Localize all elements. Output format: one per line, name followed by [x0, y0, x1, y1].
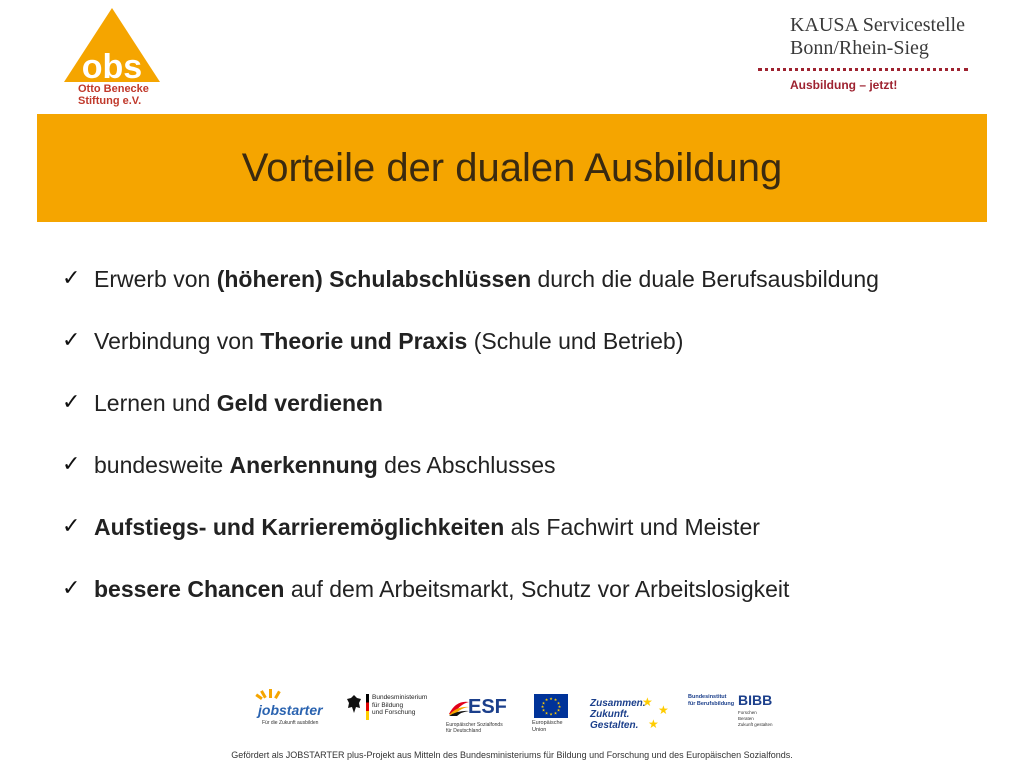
- svg-text:★: ★: [553, 697, 558, 703]
- zusammen-line2: Zukunft.: [590, 709, 630, 720]
- svg-text:★: ★: [549, 696, 553, 701]
- kausa-title-line1: KAUSA Servicestelle: [790, 14, 965, 36]
- bmbf-line3: und Forschung: [372, 709, 416, 716]
- bmbf-line1: Bundesministerium: [372, 694, 428, 701]
- bullet-item: [62, 512, 942, 542]
- kausa-header: [790, 14, 1010, 92]
- bullet-item: [62, 388, 942, 418]
- esf-sub: [446, 722, 526, 734]
- esf-sub-line2: für Deutschland: [446, 728, 482, 734]
- check-icon: ✓: [62, 328, 81, 353]
- obs-caption-line2: Stiftung e.V.: [78, 95, 142, 107]
- slide-title: Vorteile der dualen Ausbildung: [241, 145, 783, 190]
- svg-text:★: ★: [541, 700, 546, 706]
- check-icon: ✓: [62, 266, 81, 291]
- jobstarter-logo: [250, 688, 330, 736]
- svg-text:★: ★: [648, 717, 659, 731]
- bullet-item: [62, 326, 942, 356]
- obs-caption-line1: Otto Benecke: [78, 83, 149, 95]
- bullet-text-bold: bessere Chancen: [94, 576, 285, 602]
- check-icon: ✓: [62, 514, 81, 539]
- esf-logo: [446, 688, 520, 736]
- eu-line1: Europäische: [532, 720, 563, 726]
- federal-eagle-icon: [346, 694, 362, 714]
- bullet-text-bold: (höheren) Schulabschlüssen: [216, 266, 532, 292]
- zusammen-line1: Zusammen.: [590, 698, 646, 709]
- bullet-list: [62, 264, 942, 636]
- eu-logo: [532, 688, 574, 736]
- bullet-text: Lernen und: [94, 390, 217, 416]
- german-flag-bar: [366, 694, 369, 720]
- obs-logo-letters: obs: [81, 48, 143, 86]
- bullet-item: [62, 450, 942, 480]
- esf-swoosh-icon: [448, 698, 470, 716]
- eu-sub: [532, 720, 563, 733]
- kausa-tagline: Ausbildung – jetzt!: [790, 78, 898, 92]
- svg-text:★: ★: [541, 707, 546, 713]
- bibb-wordmark: BIBB: [738, 692, 773, 708]
- bullet-text: des Abschlusses: [377, 452, 556, 478]
- kausa-dotted-divider: [758, 68, 968, 74]
- bibb-list2: Beraten: [738, 716, 754, 721]
- bibb-text: [688, 694, 734, 707]
- obs-caption: [78, 83, 149, 107]
- esf-sub-line1: Europäischer Sozialfonds: [446, 722, 503, 728]
- svg-text:★: ★: [557, 704, 562, 709]
- bibb-list1: Forschen: [738, 710, 757, 715]
- bullet-item: [62, 574, 942, 604]
- kausa-title-line2: Bonn/Rhein-Sieg: [790, 37, 929, 59]
- eu-flag-icon: [534, 694, 568, 718]
- bibb-line2: für Berufsbildung: [688, 700, 735, 707]
- bibb-list: [738, 710, 773, 728]
- obs-triangle-icon: [56, 6, 176, 86]
- zusammen-line3: Gestalten.: [590, 720, 639, 731]
- eu-line2: Union: [532, 726, 547, 733]
- svg-text:★: ★: [658, 703, 669, 717]
- bullet-text-bold: Aufstiegs- und Karrieremöglichkeiten: [94, 514, 505, 540]
- jobstarter-name: jobstarter: [258, 702, 323, 718]
- bmbf-logo: [342, 688, 426, 736]
- svg-text:★: ★: [540, 704, 545, 709]
- title-banner: [37, 114, 987, 222]
- kausa-title: [790, 14, 1010, 60]
- bmbf-text: [372, 694, 427, 717]
- bullet-text: bundesweite: [94, 452, 230, 478]
- bibb-list3: Zukunft gestalten: [738, 722, 773, 727]
- jobstarter-sub: Für die Zukunft ausbilden: [262, 720, 319, 726]
- svg-text:★: ★: [544, 710, 549, 716]
- svg-text:★: ★: [642, 695, 653, 709]
- bibb-line1: Bundesinstitut: [688, 694, 727, 700]
- esf-name: ESF: [468, 696, 507, 718]
- footer-note: Gefördert als JOBSTARTER plus-Projekt aus Mitteln des Bundesministeriums für Bildung und Forschung und des Europäischen Sozialfonds.: [231, 750, 793, 760]
- bullet-text: Verbindung von: [94, 328, 261, 354]
- footer-logos: [250, 688, 790, 738]
- bullet-text: durch die duale Berufsausbildung: [531, 266, 879, 292]
- bullet-item: [62, 264, 942, 294]
- eu-stars-icon: [534, 694, 568, 718]
- bullet-text: Erwerb von: [94, 266, 217, 292]
- svg-text:★: ★: [544, 697, 549, 703]
- check-icon: ✓: [62, 390, 81, 415]
- yellow-stars-icon: [638, 692, 684, 732]
- svg-text:★: ★: [556, 700, 561, 706]
- bibb-logo: [688, 688, 788, 736]
- bullet-text-bold: Anerkennung: [229, 452, 378, 478]
- obs-logo: [56, 6, 176, 110]
- svg-text:★: ★: [556, 707, 561, 713]
- bullet-text-bold: Geld verdienen: [216, 390, 383, 416]
- bullet-text: als Fachwirt und Meister: [504, 514, 760, 540]
- check-icon: ✓: [62, 576, 81, 601]
- bullet-text-bold: Theorie und Praxis: [260, 328, 468, 354]
- svg-text:★: ★: [549, 711, 553, 717]
- bmbf-line2: für Bildung: [372, 701, 404, 709]
- check-icon: ✓: [62, 452, 81, 477]
- zusammen-logo: [586, 688, 686, 736]
- bullet-text: (Schule und Betrieb): [467, 328, 684, 354]
- svg-text:★: ★: [553, 710, 558, 716]
- bullet-text: auf dem Arbeitsmarkt, Schutz vor Arbeitslosigkeit: [284, 576, 790, 602]
